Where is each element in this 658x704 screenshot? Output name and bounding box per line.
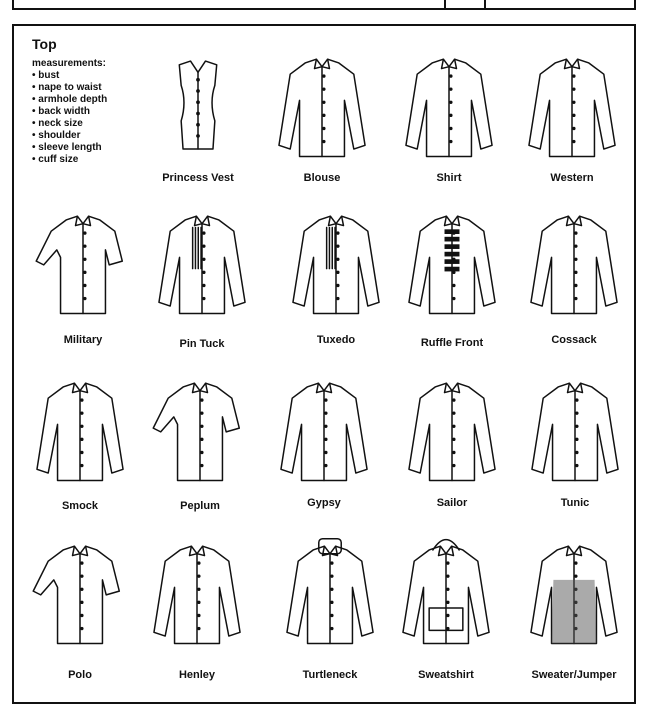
garment-label: Sailor bbox=[436, 497, 468, 509]
pin-tuck-shirt-icon bbox=[144, 205, 260, 321]
garment-illustration bbox=[140, 48, 256, 164]
garment-label: Western bbox=[550, 172, 594, 184]
garment-label: Princess Vest bbox=[162, 172, 234, 184]
garment-illustration bbox=[144, 205, 260, 321]
peplum-icon bbox=[142, 372, 258, 488]
garment-illustration bbox=[516, 205, 632, 321]
measurements-list bbox=[32, 70, 107, 166]
garment-label: Blouse bbox=[303, 172, 341, 184]
measurements-heading: measurements: bbox=[32, 58, 106, 69]
garment-label: Sweatshirt bbox=[418, 669, 474, 681]
garment-label: Smock bbox=[61, 500, 99, 512]
garment-label: Gypsy bbox=[307, 497, 341, 509]
garment-illustration bbox=[516, 535, 632, 651]
garment-label: Cossack bbox=[551, 334, 597, 346]
garment-illustration bbox=[139, 535, 255, 651]
garment-illustration bbox=[517, 372, 633, 488]
ruffle-front-shirt-icon bbox=[394, 205, 510, 321]
garment-illustration bbox=[272, 535, 388, 651]
garment-label: Sweater/Jumper bbox=[531, 669, 617, 681]
garment-illustration bbox=[388, 535, 504, 651]
polo-icon bbox=[22, 535, 138, 651]
garment-illustration bbox=[391, 48, 507, 164]
garment-illustration bbox=[514, 48, 630, 164]
cossack-shirt-icon bbox=[516, 205, 632, 321]
western-shirt-icon bbox=[514, 48, 630, 164]
garment-illustration bbox=[25, 205, 141, 321]
gypsy-blouse-icon bbox=[266, 372, 382, 488]
measurement-item: • armhole depth bbox=[32, 94, 107, 106]
garment-illustration bbox=[142, 372, 258, 488]
henley-icon bbox=[139, 535, 255, 651]
tunic-icon bbox=[517, 372, 633, 488]
tuxedo-shirt-icon bbox=[278, 205, 394, 321]
turtleneck-icon bbox=[272, 535, 388, 651]
shirt-icon bbox=[391, 48, 507, 164]
border-tick bbox=[444, 0, 446, 8]
sweater-icon bbox=[516, 535, 632, 651]
measurement-item: • back width bbox=[32, 106, 107, 118]
garment-illustration bbox=[22, 535, 138, 651]
measurement-item: • nape to waist bbox=[32, 82, 107, 94]
sailor-top-icon bbox=[394, 372, 510, 488]
measurement-item: • sleeve length bbox=[32, 142, 107, 154]
section-title: Top bbox=[32, 36, 57, 52]
military-shirt-icon bbox=[25, 205, 141, 321]
garment-label: Henley bbox=[178, 669, 216, 681]
garment-label: Turtleneck bbox=[302, 669, 358, 681]
garment-illustration bbox=[278, 205, 394, 321]
top-border bbox=[12, 0, 636, 10]
smock-icon bbox=[22, 372, 138, 488]
measurement-item: • bust bbox=[32, 70, 107, 82]
measurement-item: • shoulder bbox=[32, 130, 107, 142]
garment-illustration bbox=[22, 372, 138, 488]
sweatshirt-icon bbox=[388, 535, 504, 651]
garment-label: Polo bbox=[68, 669, 92, 681]
garment-label: Tuxedo bbox=[316, 334, 356, 346]
garment-illustration bbox=[394, 205, 510, 321]
garment-label: Military bbox=[63, 334, 103, 346]
measurement-item: • neck size bbox=[32, 118, 107, 130]
garment-illustration bbox=[266, 372, 382, 488]
garment-illustration bbox=[264, 48, 380, 164]
garment-label: Peplum bbox=[180, 500, 220, 512]
garment-illustration bbox=[394, 372, 510, 488]
blouse-icon bbox=[264, 48, 380, 164]
vest-icon bbox=[140, 48, 256, 164]
garment-label: Tunic bbox=[560, 497, 590, 509]
measurement-item: • cuff size bbox=[32, 154, 107, 166]
garment-label: Ruffle Front bbox=[420, 337, 484, 349]
measurements-box bbox=[32, 58, 107, 166]
border-tick bbox=[484, 0, 486, 8]
garment-label: Pin Tuck bbox=[179, 338, 225, 350]
garment-label: Shirt bbox=[436, 172, 462, 184]
